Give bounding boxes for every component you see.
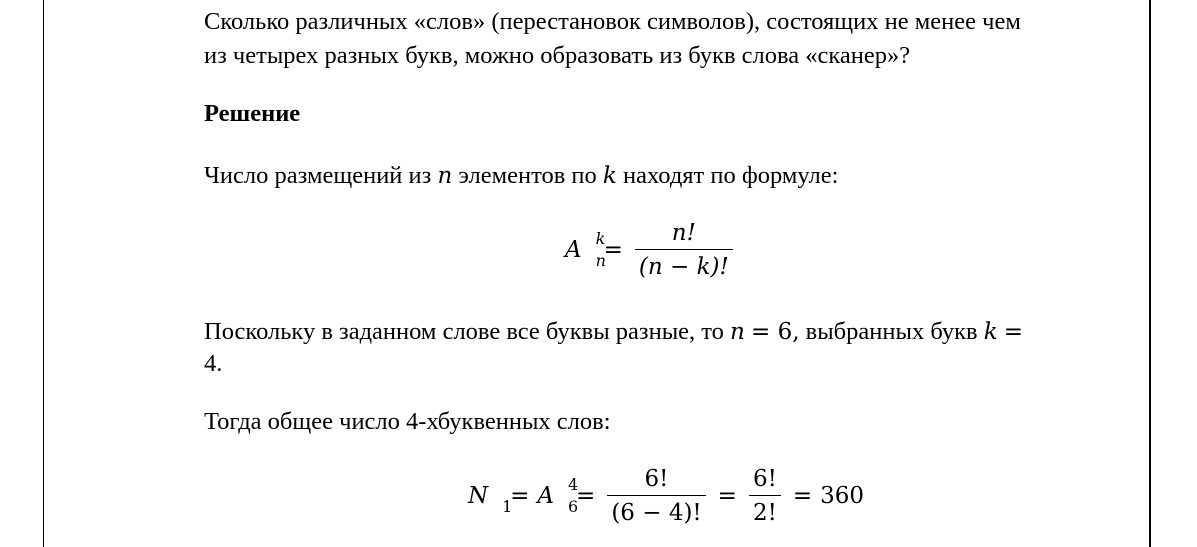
problem-line-1: Сколько различных «слов» (перестановок символов), состоящих не менее чем <box>204 8 1021 35</box>
solution-heading: Решение <box>204 100 301 127</box>
fraction <box>635 220 733 280</box>
condition-line-1: Поскольку в заданном слове все буквы разные, то n = 6, выбранных букв k = <box>204 318 1024 345</box>
var-k: k <box>602 163 617 189</box>
right-margin-line <box>1149 0 1151 547</box>
equals-sign: = <box>603 237 623 263</box>
formula-intro-text-b: элементов по <box>458 162 597 189</box>
result-value: 360 <box>820 483 865 509</box>
A64-symbol: A 4 6 <box>537 475 579 516</box>
formula-intro-text-a: Число размещений из <box>204 162 432 189</box>
formula-intro-text-c: находят по формуле: <box>622 162 839 189</box>
fraction-2: $\frac{6!}{2!}$ <box>749 466 781 526</box>
formula-intro <box>204 160 838 192</box>
var-n: n <box>730 319 745 345</box>
total-intro: Тогда общее число 4-хбуквенных слов: <box>204 408 611 435</box>
fraction-numerator: n! <box>671 220 696 246</box>
arrangement-formula <box>565 220 737 280</box>
problem-line-2: из четырех разных букв, можно образовать из букв слова «сканер»? <box>204 42 911 69</box>
fraction-denominator: (n − k)! <box>635 249 733 280</box>
arrangement-symbol: A k n <box>565 229 606 270</box>
left-margin-line <box>43 0 44 547</box>
var-n: n <box>437 163 453 189</box>
condition-line-2: 4. <box>204 350 223 377</box>
var-k: k <box>983 319 998 345</box>
N1-symbol: N 1 <box>468 483 513 516</box>
total-formula: N 1 = A 4 6 = $\frac{6!}{(6 - 4)!}$ = $\frac{6!}{2!}$ = 360 <box>468 466 865 526</box>
fraction-1: $\frac{6!}{(6 - 4)!}$ <box>607 466 705 526</box>
